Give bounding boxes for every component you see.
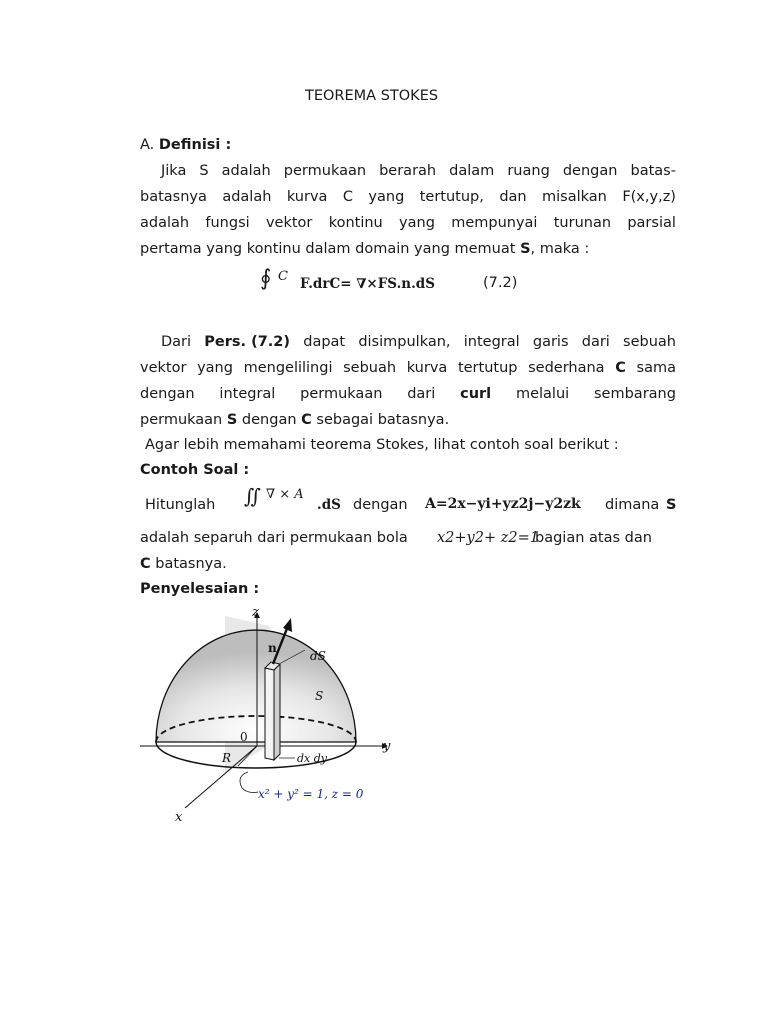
section-heading: Definisi : xyxy=(158,137,232,153)
section-letter: A. xyxy=(140,137,155,153)
def-line-1: Jika S adalah permukaan berarah dalam ruang dengan batas- xyxy=(161,163,676,179)
contoh-line-2: adalah separuh dari permukaan bola x2+y2+ z2=1 bagian atas dan xyxy=(140,530,652,546)
curl-a: ∇ × A xyxy=(266,487,304,502)
p2-line-5: Agar lebih memahami teorema Stokes, lihat contoh soal berikut : xyxy=(145,437,619,453)
page-title: TEOREMA STOKES xyxy=(305,88,439,104)
vector-a-expression: A=2x−yi+yz2j−y2zk xyxy=(425,496,581,512)
column-side xyxy=(265,668,274,760)
label-y: y xyxy=(383,739,391,754)
equation-body: F.drC= ∇×FS.n.dS xyxy=(300,276,435,292)
contour-label: C xyxy=(278,269,288,284)
contoh-problem-line: Hitunglah ∬ ∇ × A .dS dengan A=2x−yi+yz2j−y2zk dimana S xyxy=(145,484,677,513)
label-zero: 0 xyxy=(240,730,248,744)
equation-number: (7.2) xyxy=(483,275,518,291)
hemisphere-dome xyxy=(156,630,356,742)
contoh-heading: Contoh Soal : xyxy=(140,462,250,478)
penyelesaian-heading: Penyelesaian : xyxy=(140,581,260,597)
label-s: S xyxy=(315,689,324,703)
double-integral-symbol: ∬ xyxy=(244,484,262,508)
label-ds: dS xyxy=(310,649,326,663)
p2-line-3: dengan integral permukaan dari curl melalui sembarang xyxy=(140,386,676,402)
boundary-leader xyxy=(240,772,258,793)
p2-line-1: Dari Pers. (7.2) dapat disimpulkan, integral garis dari sebuah xyxy=(161,334,676,350)
p2-line-4: permukaan S dengan C sebagai batasnya. xyxy=(140,412,450,428)
label-x: x xyxy=(175,810,183,824)
section-a-heading xyxy=(140,137,231,153)
hemisphere-figure xyxy=(140,604,400,824)
label-dxdy: dx dy xyxy=(297,752,327,765)
x-axis xyxy=(185,746,257,808)
def-line-3: adalah fungsi vektor kontinu yang mempunyai turunan parsial xyxy=(140,215,676,231)
def-line-2: batasnya adalah kurva C yang tertutup, dan misalkan F(x,y,z) xyxy=(140,189,676,205)
stokes-equation xyxy=(260,266,560,296)
normal-vector-arrow xyxy=(283,618,292,632)
label-boundary: x² + y² = 1, z = 0 xyxy=(258,787,364,801)
label-n: n xyxy=(268,641,277,655)
p2-line-2: vektor yang mengelilingi sebuah kurva tertutup sederhana C sama xyxy=(140,360,676,376)
contour-integral-symbol: ∮ xyxy=(260,266,272,291)
column-face xyxy=(274,664,280,760)
label-z: z xyxy=(252,605,259,620)
def-line-4: pertama yang kontinu dalam domain yang memuat S, maka : xyxy=(140,241,590,257)
contoh-line-3: C batasnya. xyxy=(140,556,227,572)
label-r: R xyxy=(222,751,232,765)
